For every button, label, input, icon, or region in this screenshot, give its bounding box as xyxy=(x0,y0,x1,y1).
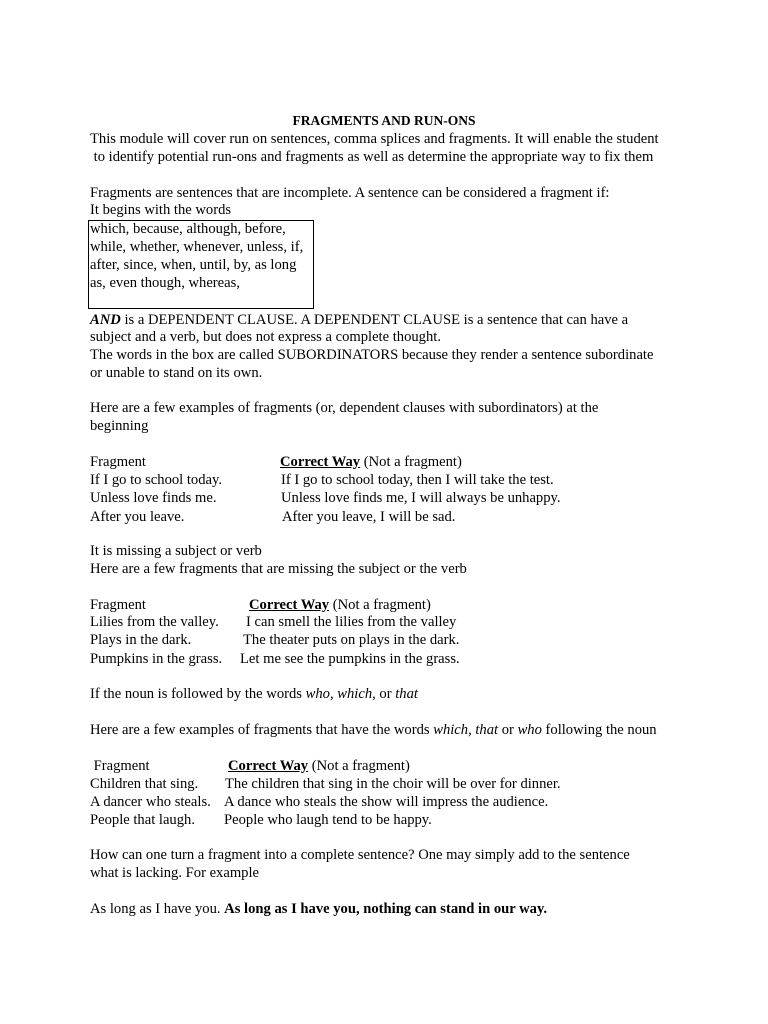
table1-fragment-cell: If I go to school today. xyxy=(90,472,222,488)
ex3-italic-words: which, that xyxy=(433,722,499,738)
intro-line-1: This module will cover run on sentences, comma splices and fragments. It will enable the student xyxy=(90,131,659,147)
noun-text: If the noun is followed by the words xyxy=(90,686,306,702)
table1-fragment-cell: After you leave. xyxy=(90,509,185,525)
page-title: FRAGMENTS AND RUN-ONS xyxy=(292,113,476,128)
not-fragment-note: (Not a fragment) xyxy=(329,597,431,613)
table2-fragment-cell: Pumpkins in the grass. xyxy=(90,651,223,667)
table3-correct-cell: The children that sing in the choir will be over for dinner. xyxy=(225,776,561,792)
table3-fragment-cell: People that laugh. xyxy=(90,812,195,828)
table3-fragment-cell: A dancer who steals. xyxy=(90,794,211,810)
table1-header-fragment: Fragment xyxy=(90,454,146,470)
correct-way-label: Correct Way xyxy=(280,454,361,470)
final-example xyxy=(90,901,547,918)
box-line: after, since, when, until, by, as long xyxy=(90,257,297,273)
table3-correct-cell: A dance who steals the show will impress the audience. xyxy=(224,794,549,810)
table2-correct-cell: I can smell the lilies from the valley xyxy=(246,614,457,630)
table1-fragment-cell: Unless love finds me. xyxy=(90,490,217,506)
subordinators-line-1: The words in the box are called SUBORDINATORS because they render a sentence subordinate xyxy=(90,347,654,363)
table3-fragment-cell: Children that sing. xyxy=(90,776,199,792)
table1-correct-cell: After you leave, I will be sad. xyxy=(282,509,456,525)
examples3-intro xyxy=(90,722,657,739)
dependent-clause-line-2: subject and a verb, but does not express a complete thought. xyxy=(90,329,441,345)
box-line: which, because, although, before, xyxy=(90,221,286,237)
correct-way-label: Correct Way xyxy=(249,597,330,613)
box-line: as, even though, whereas, xyxy=(90,275,240,291)
table3-header-fragment: Fragment xyxy=(90,758,150,774)
how-line-2: what is lacking. For example xyxy=(90,865,260,881)
missing-line-2: Here are a few fragments that are missing the subject or the verb xyxy=(90,561,467,577)
noun-or: or xyxy=(375,686,396,702)
table3-header-correct xyxy=(228,758,410,775)
noun-that-word: that xyxy=(395,686,418,702)
not-fragment-note: (Not a fragment) xyxy=(360,454,462,470)
fragment-definition: Fragments are sentences that are incomplete. A sentence can be considered a fragment if: xyxy=(90,185,610,201)
examples-intro-line-1: Here are a few examples of fragments (or, dependent clauses with subordinators) at the xyxy=(90,400,599,416)
subordinators-line-2: or unable to stand on its own. xyxy=(90,365,263,381)
table1-correct-cell: If I go to school today, then I will take the test. xyxy=(281,472,554,488)
noun-italic-words: who, which, xyxy=(305,686,376,702)
table3-correct-cell: People who laugh tend to be happy. xyxy=(224,812,432,828)
missing-line-1: It is missing a subject or verb xyxy=(90,543,262,559)
final-complete-sentence: As long as I have you, nothing can stand in our way. xyxy=(224,901,548,917)
table1-header-correct xyxy=(280,454,462,471)
intro-line-2: to identify potential run-ons and fragments as well as determine the appropriate way to fix them xyxy=(90,149,654,165)
begins-with-text: It begins with the words xyxy=(90,202,232,218)
ex3-or: or xyxy=(498,722,518,738)
table2-fragment-cell: Lilies from the valley. xyxy=(90,614,219,630)
not-fragment-note: (Not a fragment) xyxy=(308,758,410,774)
dependent-clause-line-1 xyxy=(90,312,628,329)
final-fragment: As long as I have you. xyxy=(90,901,225,917)
ex3-tail: following the noun xyxy=(541,722,657,738)
table2-header-fragment: Fragment xyxy=(90,597,146,613)
noun-followed-line xyxy=(90,686,418,703)
examples-intro-line-2: beginning xyxy=(90,418,149,434)
subordinators-box xyxy=(88,220,314,309)
ex3-text: Here are a few examples of fragments that have the words xyxy=(90,722,434,738)
table2-header-correct xyxy=(249,597,431,614)
box-line: while, whether, whenever, unless, if, xyxy=(90,239,304,255)
table2-correct-cell: The theater puts on plays in the dark. xyxy=(243,632,460,648)
table2-correct-cell: Let me see the pumpkins in the grass. xyxy=(240,651,460,667)
and-word: AND xyxy=(90,312,121,328)
correct-way-label: Correct Way xyxy=(228,758,309,774)
table2-fragment-cell: Plays in the dark. xyxy=(90,632,192,648)
table1-correct-cell: Unless love finds me, I will always be unhappy. xyxy=(281,490,561,506)
how-line-1: How can one turn a fragment into a complete sentence? One may simply add to the sentence xyxy=(90,847,630,863)
dependent-clause-text: is a DEPENDENT CLAUSE. A DEPENDENT CLAUSE is a sentence that can have a xyxy=(120,312,629,328)
ex3-who-word: who xyxy=(517,722,542,738)
